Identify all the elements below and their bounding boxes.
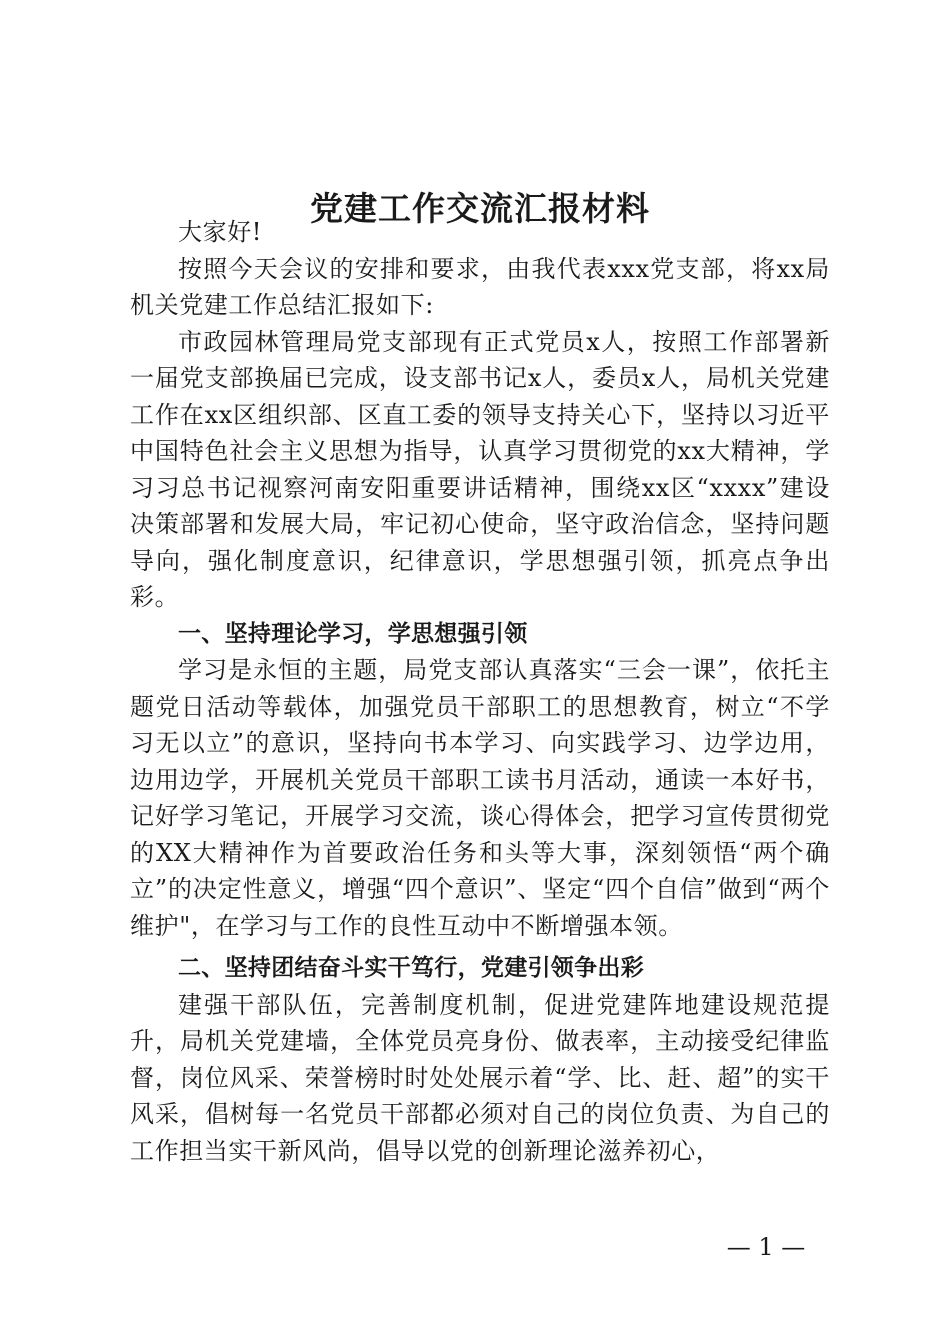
section-1-paragraph: 学习是永恒的主题，局党支部认真落实“三会一课”，依托主题党日活动等载体，加强党员干部职工的思想教育，树立“不学习无以立”的意识，坚持向书本学习、向实践学习、边学边用，边用边学，开展机关党员干部职工读书月活动，通读一本好书，记好学习笔记，开展学习交流，谈心得体会，把学习宣传贯彻党的XX大精神作为首要政治任务和头等大事，深刻领悟“两个确立”的决定性意义，增强“四个意识”、坚定“四个自信”做到“两个维护"，在学习与工作的良性互动中不断增强本领。 (130, 656, 830, 940)
page-number: — 1 — (726, 1233, 806, 1261)
overview-paragraph: 市政园林管理局党支部现有正式党员x人，按照工作部署新一届党支部换届已完成，设支部书记x人，委员x人，局机关党建工作在xx区组织部、区直工委的领导支持关心下，坚持以习近平中国特色社会主义思想为指导，认真学习贯彻党的xx大精神，学习习总书记视察河南安阳重要讲话精神，围绕xx区“xxxx”建设决策部署和发展大局，牢记初心使命，坚守政治信念，坚持问题导向，强化制度意识，纪律意识，学思想强引领，抓亮点争出彩。 (130, 327, 830, 611)
document-title: 党建工作交流汇报材料 (310, 189, 650, 228)
document-body (130, 214, 830, 1169)
section-2-heading: 二、坚持团结奋斗实干笃行，党建引领争出彩 (178, 955, 644, 981)
document-page (130, 0, 830, 1344)
intro-paragraph: 按照今天会议的安排和要求，由我代表xxx党支部，将xx局机关党建工作总结汇报如下: (130, 254, 830, 319)
section-2-paragraph: 建强干部队伍，完善制度机制，促进党建阵地建设规范提升，局机关党建墙，全体党员亮身份、做表率，主动接受纪律监督，岗位风采、荣誉榜时时处处展示着“学、比、赶、超”的实干风采，倡树每一名党员干部都必须对自己的岗位负责、为自己的工作担当实干新风尚，倡导以党的创新理论滋养初心， (130, 990, 830, 1165)
section-1-heading: 一、坚持理论学习，学思想强引领 (178, 620, 528, 647)
greeting-paragraph: 大家好! (178, 218, 263, 246)
